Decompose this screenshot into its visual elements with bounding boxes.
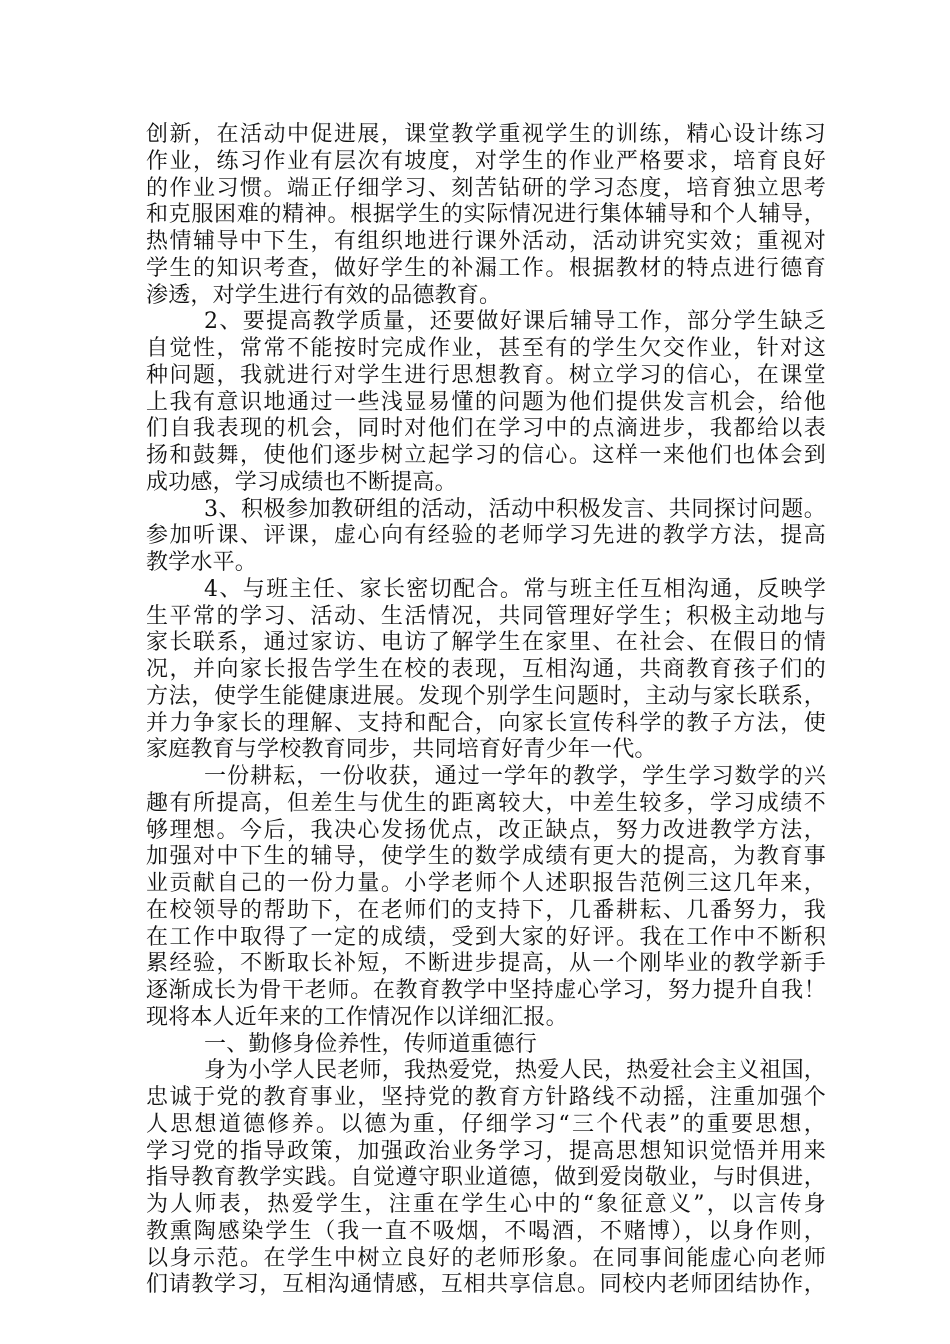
text-line: 4、与班主任、家长密切配合。常与班主任互相沟通，反映学 bbox=[204, 576, 826, 602]
text-line: 一、勤修身俭养性，传师道重德行 bbox=[204, 1031, 538, 1057]
text-line: 们自我表现的机会，同时对他们在学习中的点滴进步，我都给以表 bbox=[146, 416, 826, 442]
text-line: 学习党的指导政策，加强政治业务学习，提高思想知识觉悟并用来 bbox=[146, 1138, 826, 1164]
text-line: 趣有所提高，但差生与优生的距离较大，中差生较多，学习成绩不 bbox=[146, 790, 826, 816]
text-line: 逐渐成长为骨干老师。在教育教学中坚持虚心学习，努力提升自我！ bbox=[146, 978, 826, 1003]
text-line: 够理想。今后，我决心发扬优点，改正缺点，努力改进教学方法， bbox=[146, 817, 826, 843]
text-line: 人思想道德修养。以德为重，仔细学习“三个代表”的重要思想， bbox=[146, 1111, 826, 1137]
text-line: 方法，使学生能健康进展。发现个别学生问题时，主动与家长联系， bbox=[146, 683, 826, 709]
text-line: 家庭教育与学校教育同步，共同培育好青少年一代。 bbox=[146, 737, 657, 763]
document-body bbox=[146, 122, 826, 1299]
text-line: 热情辅导中下生，有组织地进行课外活动，活动讲究实效；重视对 bbox=[146, 229, 826, 254]
text-line: 指导教育教学实践。自觉遵守职业道德，做到爱岗敬业，与时俱进， bbox=[146, 1165, 826, 1191]
text-line: 累经验，不断取长补短，不断进步提高，从一个刚毕业的教学新手 bbox=[146, 951, 826, 977]
text-line: 生平常的学习、活动、生活情况，共同管理好学生；积极主动地与 bbox=[146, 603, 826, 629]
text-line: 教学水平。 bbox=[146, 550, 258, 575]
text-line: 们请教学习，互相沟通情感，互相共享信息。同校内老师团结协作， bbox=[146, 1272, 826, 1298]
text-line: 况，并向家长报告学生在校的表现，互相沟通，共商教育孩子们的 bbox=[146, 657, 826, 682]
text-line: 现将本人近年来的工作情况作以详细汇报。 bbox=[146, 1004, 568, 1030]
text-line: 上我有意识地通过一些浅显易懂的问题为他们提供发言机会，给他 bbox=[146, 389, 826, 415]
text-line: 扬和鼓舞，使他们逐步树立起学习的信心。这样一来他们也体会到 bbox=[146, 443, 826, 468]
text-line: 为人师表，热爱学生，注重在学生心中的“象征意义”，以言传身 bbox=[146, 1192, 826, 1217]
text-line: 的作业习惯。端正仔细学习、刻苦钻研的学习态度，培育独立思考 bbox=[146, 175, 826, 201]
text-line: 并力争家长的理解、支持和配合，向家长宣传科学的教子方法，使 bbox=[146, 710, 826, 736]
text-line: 作业，练习作业有层次有坡度，对学生的作业严格要求，培育良好 bbox=[146, 148, 826, 174]
text-line: 自觉性，常常不能按时完成作业，甚至有的学生欠交作业，针对这 bbox=[146, 336, 826, 361]
text-line: 加强对中下生的辅导，使学生的数学成绩有更大的提高，为教育事 bbox=[146, 844, 826, 870]
text-line: 3、积极参加教研组的活动，活动中积极发言、共同探讨问题。 bbox=[204, 496, 826, 522]
text-line: 学生的知识考查，做好学生的补漏工作。根据教材的特点进行德育 bbox=[146, 255, 826, 281]
text-line: 家长联系，通过家访、电访了解学生在家里、在社会、在假日的情 bbox=[146, 630, 826, 656]
text-line: 创新，在活动中促进展，课堂教学重视学生的训练，精心设计练习 bbox=[146, 122, 826, 147]
text-line: 和克服困难的精神。根据学生的实际情况进行集体辅导和个人辅导， bbox=[146, 202, 826, 228]
text-line: 渗透，对学生进行有效的品德教育。 bbox=[146, 282, 502, 308]
text-line: 在工作中取得了一定的成绩，受到大家的好评。我在工作中不断积 bbox=[146, 924, 826, 950]
text-line: 在校领导的帮助下，在老师们的支持下，几番耕耘、几番努力，我 bbox=[146, 897, 826, 923]
text-line: 种问题，我就进行对学生进行思想教育。树立学习的信心，在课堂 bbox=[146, 362, 826, 388]
text-line: 身为小学人民老师，我热爱党，热爱人民，热爱社会主义祖国， bbox=[204, 1058, 826, 1084]
text-line: 2、要提高教学质量，还要做好课后辅导工作，部分学生缺乏 bbox=[204, 309, 826, 335]
text-line: 参加听课、评课，虚心向有经验的老师学习先进的教学方法，提高 bbox=[146, 523, 826, 549]
text-line: 以身示范。在学生中树立良好的老师形象。在同事间能虚心向老师 bbox=[146, 1245, 826, 1271]
text-line: 忠诚于党的教育事业，坚持党的教育方针路线不动摇，注重加强个 bbox=[146, 1085, 826, 1110]
text-line: 一份耕耘，一份收获，通过一学年的教学，学生学习数学的兴 bbox=[204, 764, 826, 789]
text-line: 业贡献自己的一份力量。小学老师个人述职报告范例三这几年来， bbox=[146, 871, 826, 896]
text-line: 成功感，学习成绩也不断提高。 bbox=[146, 469, 457, 495]
text-line: 教熏陶感染学生（我一直不吸烟，不喝酒，不赌博），以身作则， bbox=[146, 1218, 826, 1244]
